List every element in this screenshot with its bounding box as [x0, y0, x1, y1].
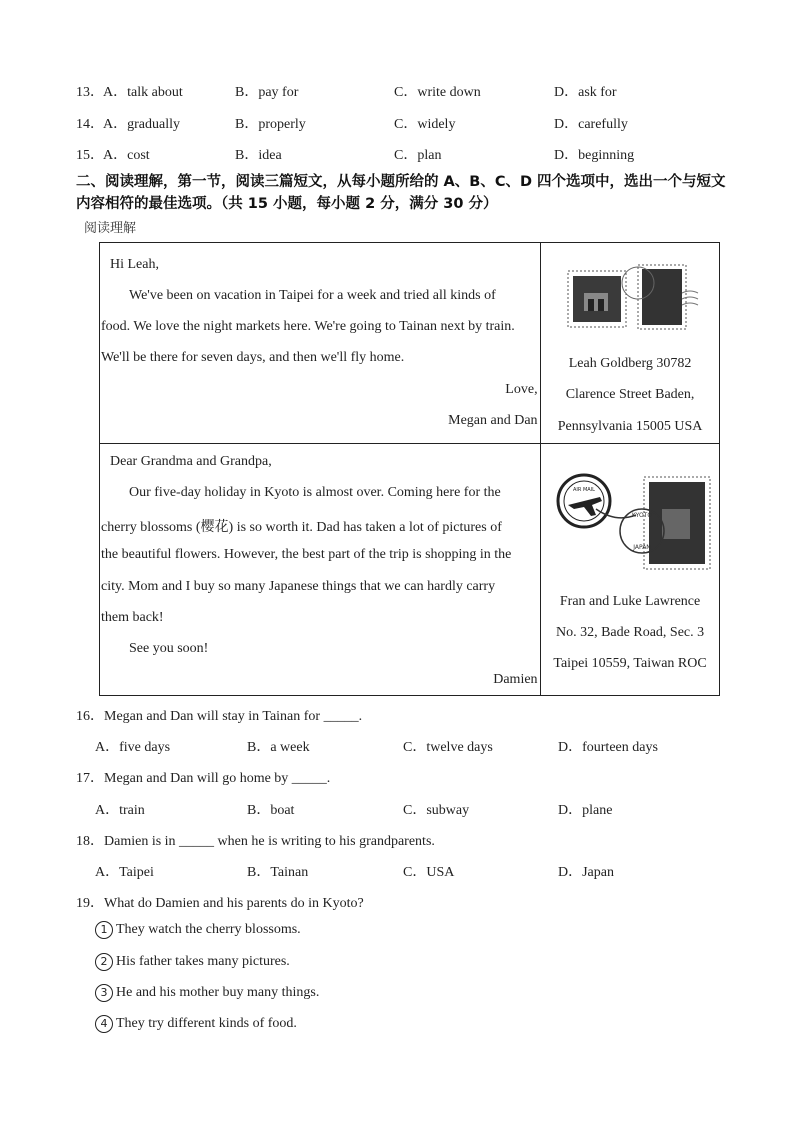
option-c[interactable]: C．twelve days: [403, 740, 493, 755]
option-c[interactable]: C．widely: [394, 117, 456, 132]
option-a[interactable]: A．five days: [95, 740, 171, 755]
closing: Love,: [505, 382, 538, 397]
statement-text: They watch the cherry blossoms.: [116, 922, 301, 938]
statement-text: They try different kinds of food.: [116, 1016, 297, 1032]
closing: See you soon!: [129, 641, 209, 656]
option-b[interactable]: B．a week: [247, 740, 310, 755]
circled-number: 4: [95, 1015, 113, 1033]
airmail-text: AIR MAIL: [572, 487, 595, 493]
address-line: Taipei 10559, Taiwan ROC: [553, 656, 707, 671]
option-c[interactable]: C．subway: [403, 803, 470, 818]
body-line: city. Mom and I buy so many Japanese things that we can hardly carry: [101, 579, 496, 594]
option-c[interactable]: C．write down: [394, 85, 481, 100]
body-line: We've been on vacation in Taipei for a week and tried all kinds of: [129, 288, 496, 303]
section-title: 二、阅读理解，第一节，阅读三篇短文，从每小题所给的 A、B、C、D 四个选项中，选出一个与短文内容相符的最佳选项。（共 15 小题，每小题 2 分，满分 30 分）: [76, 174, 726, 212]
greeting: Hi Leah,: [110, 257, 159, 272]
option-a[interactable]: A．cost: [103, 148, 150, 163]
option-d[interactable]: D．ask for: [554, 85, 617, 100]
kyoto-text: KYOTO: [631, 512, 652, 519]
statement-1: [95, 921, 301, 939]
option-a[interactable]: A．talk about: [103, 85, 183, 100]
question-number: 13．: [76, 85, 104, 100]
stamp-icon: [566, 263, 706, 333]
option-d[interactable]: D．fourteen days: [558, 740, 658, 755]
circled-number: 3: [95, 984, 113, 1002]
statement-text: His father takes many pictures.: [116, 954, 290, 970]
option-b[interactable]: B．properly: [235, 117, 306, 132]
address-line: No. 32, Bade Road, Sec. 3: [555, 625, 705, 640]
statement-4: [95, 1015, 297, 1033]
option-c[interactable]: C．plan: [394, 148, 442, 163]
question-19-stem: 19．What do Damien and his parents do in Kyoto?: [76, 896, 364, 911]
option-d[interactable]: D．plane: [558, 803, 613, 818]
postcard-1-address: [540, 243, 719, 444]
option-a[interactable]: A．gradually: [103, 117, 180, 132]
statement-2: [95, 953, 290, 971]
signature: Megan and Dan: [448, 413, 538, 428]
address-line: Pennsylvania 15005 USA: [557, 419, 703, 434]
option-b[interactable]: B．Tainan: [247, 865, 309, 880]
postcard-2-address: [540, 444, 719, 696]
body-line: food. We love the night markets here. We're going to Tainan next by train.: [101, 319, 515, 334]
greeting: Dear Grandma and Grandpa,: [110, 454, 272, 469]
question-16-stem: 16．Megan and Dan will stay in Tainan for _____.: [76, 709, 363, 724]
postcard-1-message: [100, 243, 541, 444]
circled-number: 2: [95, 953, 113, 971]
statement-text: He and his mother buy many things.: [116, 985, 320, 1001]
body-line: Our five-day holiday in Kyoto is almost over. Coming here for the: [129, 485, 501, 500]
question-number: 14．: [76, 117, 104, 132]
option-c[interactable]: C．USA: [403, 865, 455, 880]
body-line: the beautiful flowers. However, the best part of the trip is shopping in the: [101, 547, 512, 562]
option-b[interactable]: B．boat: [247, 803, 295, 818]
signature: Damien: [493, 672, 538, 687]
option-d[interactable]: D．carefully: [554, 117, 628, 132]
postmark-stamps: [556, 469, 716, 579]
question-17-stem: 17．Megan and Dan will go home by _____.: [76, 771, 331, 786]
option-a[interactable]: A．Taipei: [95, 865, 154, 880]
postcards-table: [99, 242, 720, 696]
option-d[interactable]: D．beginning: [554, 148, 635, 163]
body-line: We'll be there for seven days, and then we'll fly home.: [101, 350, 405, 365]
question-18-stem: 18．Damien is in _____ when he is writing to his grandparents.: [76, 834, 435, 849]
question-number: 15．: [76, 148, 104, 163]
circled-number: 1: [95, 921, 113, 939]
option-a[interactable]: A．train: [95, 803, 145, 818]
option-b[interactable]: B．pay for: [235, 85, 299, 100]
address-line: Leah Goldberg 30782: [568, 356, 692, 371]
body-line: them back!: [101, 610, 164, 625]
section-subtitle: 阅读理解: [84, 221, 137, 236]
address-line: Fran and Luke Lawrence: [559, 594, 701, 609]
body-line: cherry blossoms (樱花) is so worth it. Dad has taken a lot of pictures of: [101, 520, 502, 535]
option-b[interactable]: B．idea: [235, 148, 282, 163]
japan-text: JAPAN: [632, 544, 651, 551]
option-d[interactable]: D．Japan: [558, 865, 614, 880]
postcard-2-message: [100, 444, 541, 696]
statement-3: [95, 984, 319, 1002]
address-line: Clarence Street Baden,: [565, 387, 695, 402]
